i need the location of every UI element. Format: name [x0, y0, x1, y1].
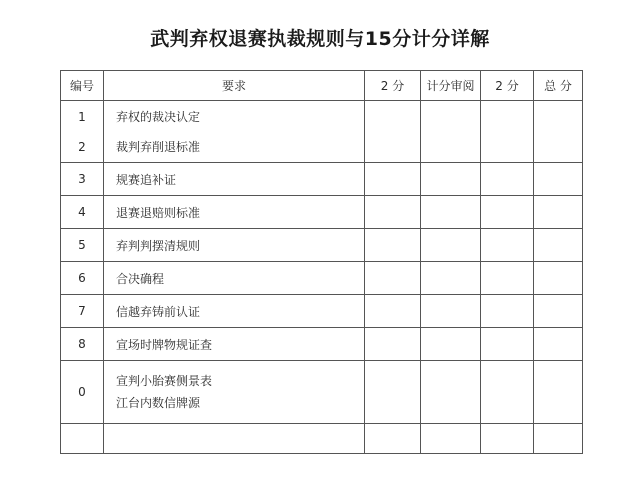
header-total: 总 分: [534, 71, 583, 101]
total-cell: [534, 424, 583, 454]
row-requirement: 弃权的裁决认定: [116, 109, 201, 124]
row-requirement-cell: [104, 101, 365, 163]
row-number: 4: [61, 196, 104, 229]
document-title: 武判弃权退赛执裁规则与15分计分详解: [150, 28, 490, 50]
score-cell: [481, 229, 534, 262]
table-row: [61, 101, 583, 163]
score-cell: [365, 101, 421, 163]
row-number: 2: [78, 139, 86, 154]
total-cell: [534, 262, 583, 295]
review-cell: [421, 196, 481, 229]
row-requirement: 弃判判摆清规则: [104, 229, 365, 262]
score-cell: [481, 163, 534, 196]
row-number-cell: [61, 101, 104, 163]
header-score-a: 2 分: [365, 71, 421, 101]
header-requirement: 要求: [104, 71, 365, 101]
score-cell: [481, 361, 534, 424]
scoring-table: [60, 70, 583, 454]
score-cell: [365, 361, 421, 424]
row-number: 6: [61, 262, 104, 295]
score-cell: [365, 295, 421, 328]
row-requirement: 江台内数信牌源: [116, 396, 201, 410]
review-cell: [421, 163, 481, 196]
table-row: [61, 361, 583, 424]
review-cell: [421, 361, 481, 424]
row-requirement: 信越弃铸前认证: [104, 295, 365, 328]
review-cell: [421, 424, 481, 454]
row-requirement: 规赛追补证: [104, 163, 365, 196]
total-cell: [534, 101, 583, 163]
row-number: 8: [61, 328, 104, 361]
review-cell: [421, 328, 481, 361]
score-cell: [365, 229, 421, 262]
total-cell: [534, 328, 583, 361]
score-cell: [481, 295, 534, 328]
table-row: [61, 295, 583, 328]
table-row: [61, 262, 583, 295]
score-cell: [365, 328, 421, 361]
row-number: 1: [78, 109, 86, 124]
table-row: [61, 196, 583, 229]
row-number: 5: [61, 229, 104, 262]
review-cell: [421, 262, 481, 295]
score-cell: [365, 424, 421, 454]
score-cell: [481, 424, 534, 454]
review-cell: [421, 229, 481, 262]
review-cell: [421, 101, 481, 163]
row-number: [61, 424, 104, 454]
total-cell: [534, 361, 583, 424]
header-review: 计分审阅: [421, 71, 481, 101]
row-requirement: 裁判弃削退标准: [116, 139, 201, 154]
row-requirement: 合决确程: [104, 262, 365, 295]
row-requirement: 宣判小胎赛侧景表: [116, 374, 213, 388]
row-number: 0: [61, 361, 104, 424]
row-requirement: 宣场时牌物规证查: [104, 328, 365, 361]
score-cell: [365, 196, 421, 229]
table-row: [61, 424, 583, 454]
row-requirement-cell: [104, 361, 365, 424]
score-cell: [481, 328, 534, 361]
total-cell: [534, 163, 583, 196]
header-number: 编号: [61, 71, 104, 101]
table-row: [61, 229, 583, 262]
score-cell: [365, 262, 421, 295]
review-cell: [421, 295, 481, 328]
row-requirement: [104, 424, 365, 454]
total-cell: [534, 196, 583, 229]
score-cell: [481, 101, 534, 163]
header-score-b: 2 分: [481, 71, 534, 101]
table-header-row: [61, 71, 583, 101]
row-number: 3: [61, 163, 104, 196]
score-cell: [481, 196, 534, 229]
row-number: 7: [61, 295, 104, 328]
score-cell: [365, 163, 421, 196]
row-requirement: 退赛退赔则标准: [104, 196, 365, 229]
total-cell: [534, 295, 583, 328]
table-row: [61, 163, 583, 196]
total-cell: [534, 229, 583, 262]
table-row: [61, 328, 583, 361]
score-cell: [481, 262, 534, 295]
